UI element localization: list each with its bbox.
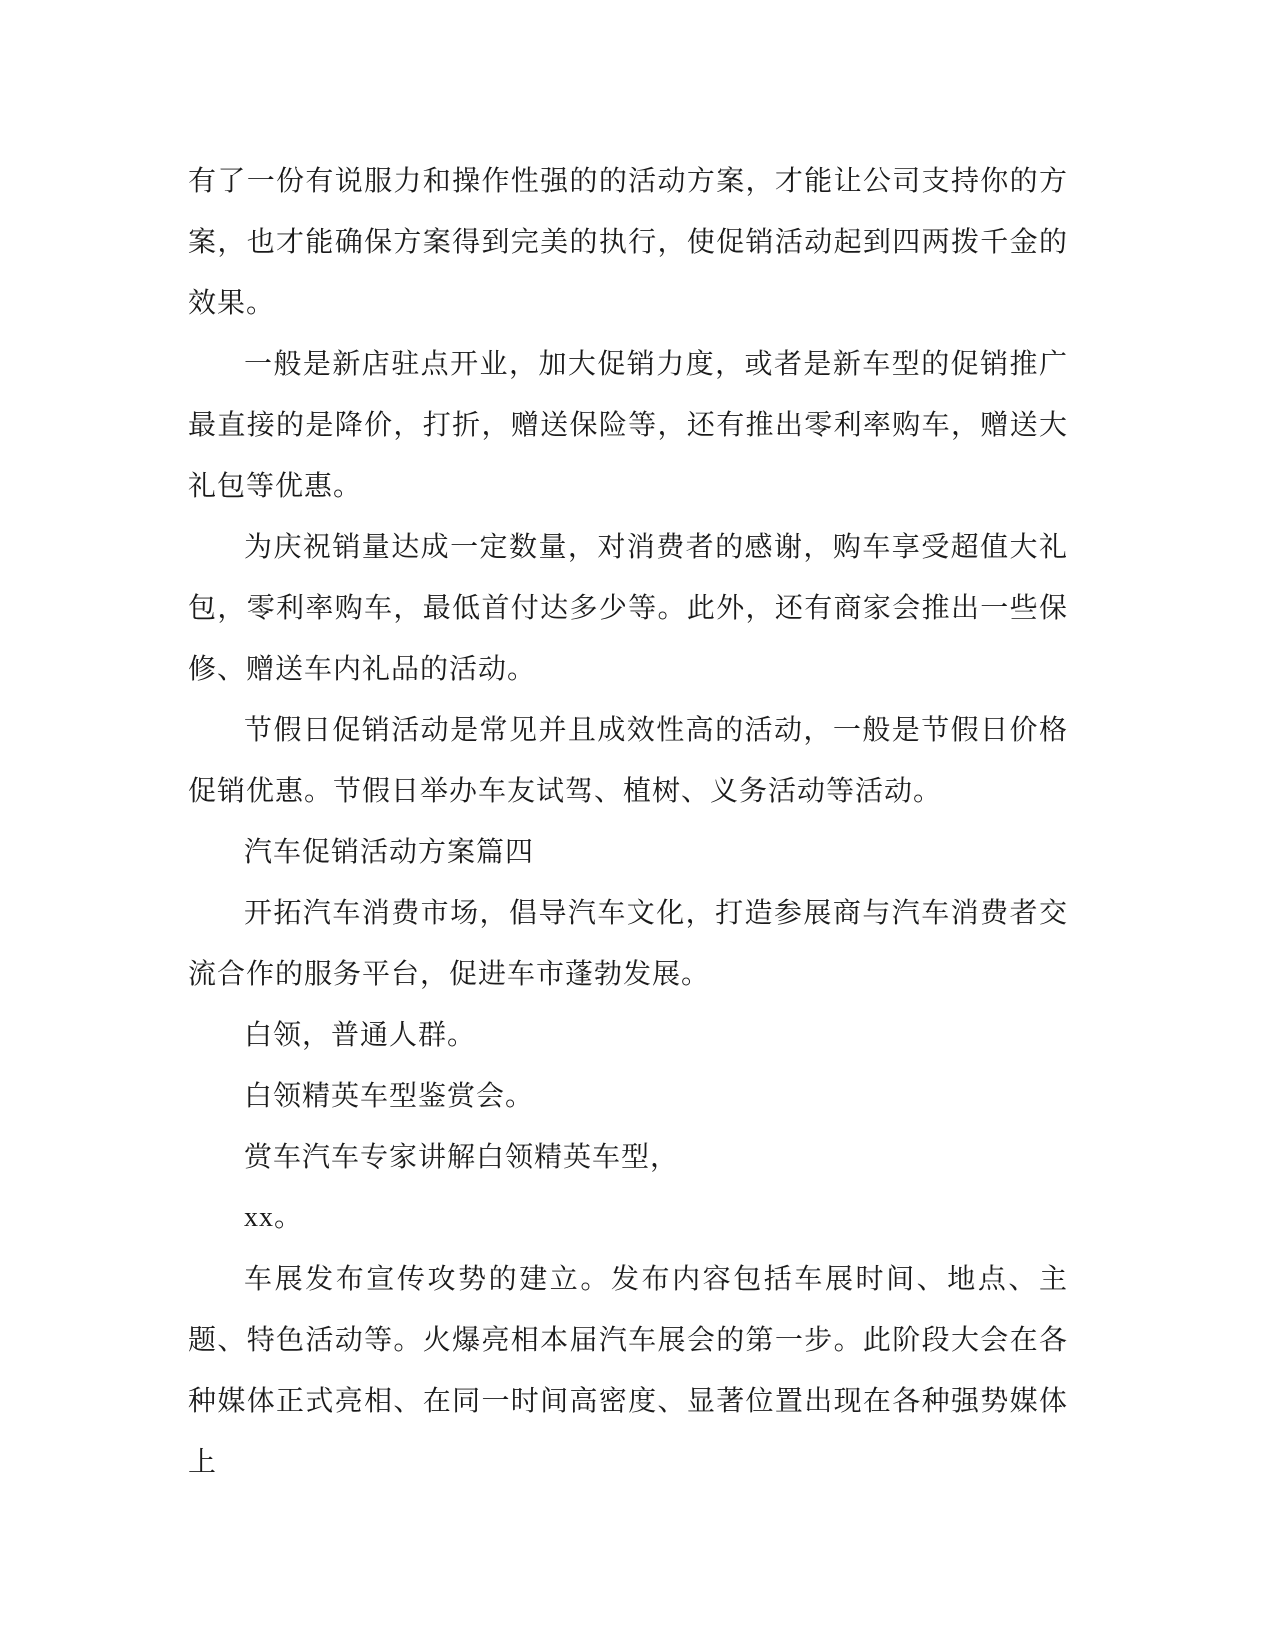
paragraph-11: 车展发布宣传攻势的建立。发布内容包括车展时间、地点、主题、特色活动等。火爆亮相本届汽车展会的第一步。此阶段大会在各种媒体正式亮相、在同一时间高密度、显著位置出现在各种强势媒体上 <box>188 1262 1068 1478</box>
paragraph-7: 白领，普通人群。 <box>244 1018 477 1051</box>
paragraph-8: 白领精英车型鉴赏会。 <box>244 1079 535 1112</box>
paragraph-6: 开拓汽车消费市场，倡导汽车文化，打造参展商与汽车消费者交流合作的服务平台，促进车市蓬勃发展。 <box>188 896 1068 990</box>
paragraph-3: 为庆祝销量达成一定数量，对消费者的感谢，购车享受超值大礼包，零利率购车，最低首付达多少等。此外，还有商家会推出一些保修、赠送车内礼品的活动。 <box>188 530 1068 685</box>
document-body <box>188 150 1068 1492</box>
paragraph-1: 有了一份有说服力和操作性强的的活动方案，才能让公司支持你的方案，也才能确保方案得到完美的执行，使促销活动起到四两拨千金的效果。 <box>188 164 1068 319</box>
paragraph-4: 节假日促销活动是常见并且成效性高的活动，一般是节假日价格促销优惠。节假日举办车友试驾、植树、义务活动等活动。 <box>188 713 1068 807</box>
section-heading: 汽车促销活动方案篇四 <box>244 835 535 868</box>
paragraph-10: xx。 <box>244 1202 304 1233</box>
paragraph-9: 赏车汽车专家讲解白领精英车型， <box>244 1140 680 1173</box>
paragraph-2: 一般是新店驻点开业，加大促销力度，或者是新车型的促销推广最直接的是降价，打折，赠送保险等，还有推出零利率购车，赠送大礼包等优惠。 <box>188 347 1068 502</box>
